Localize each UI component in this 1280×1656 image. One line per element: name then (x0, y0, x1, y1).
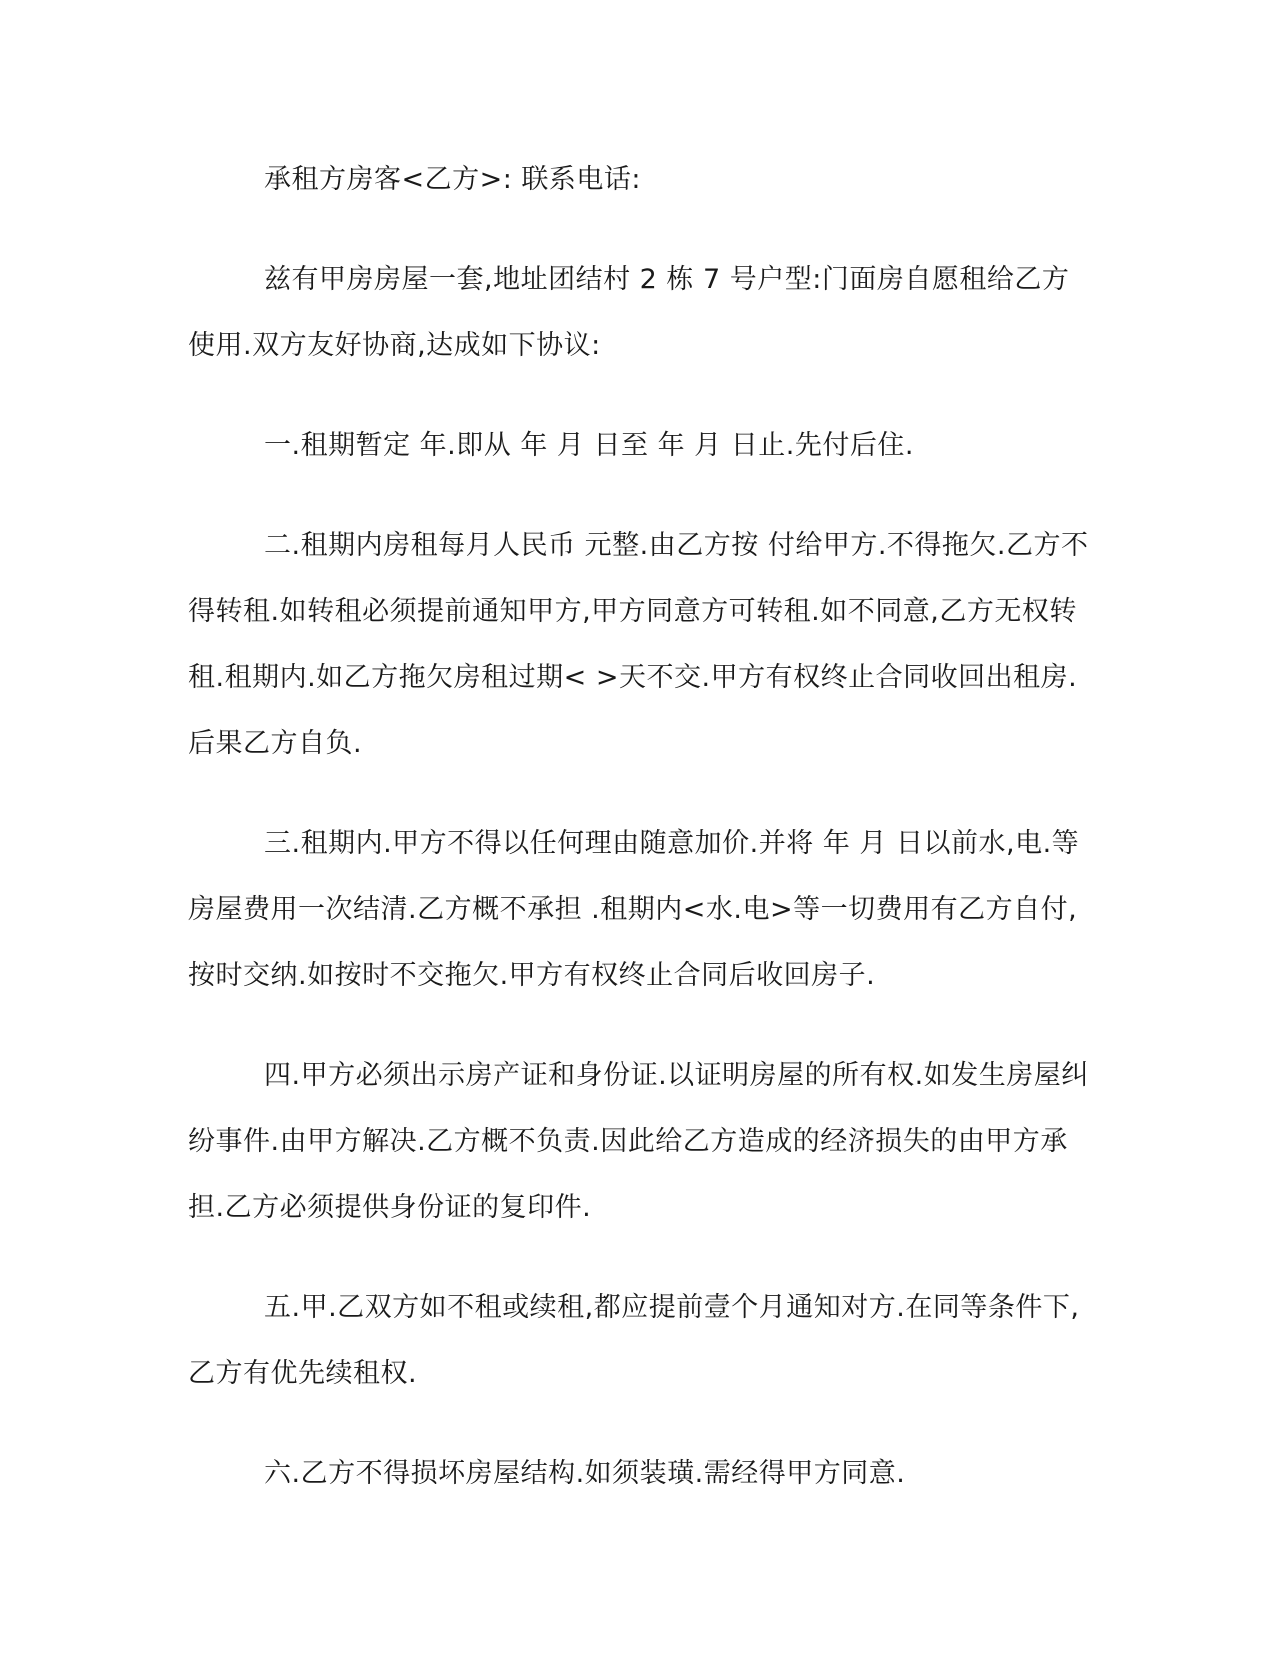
property-description: 兹有甲房房屋一套,地址团结村 2 栋 7 号户型:门面房自愿租给乙方使用.双方友好协商,达成如下协议: (188, 264, 1070, 361)
clause-1-lease-term: 一.租期暂定 年.即从 年 月 日至 年 月 日止.先付后住. (264, 430, 914, 461)
clause-5-renewal: 五.甲.乙双方如不租或续租,都应提前壹个月通知对方.在同等条件下,乙方有优先续租权. (188, 1292, 1080, 1389)
clause-3-fees: 三.租期内.甲方不得以任何理由随意加价.并将 年 月 日以前水,电.等房屋费用一次结清.乙方概不承担 .租期内<水.电>等一切费用有乙方自付,按时交纳.如按时不交拖欠.甲方有权终止合同后收回房子. (188, 828, 1080, 991)
clause-2-rent-payment: 二.租期内房租每月人民币 元整.由乙方按 付给甲方.不得拖欠.乙方不得转租.如转租必须提前通知甲方,甲方同意方可转租.如不同意,乙方无权转租.租期内.如乙方拖欠房租过期< >天不交.甲方有权终止合同收回出租房.后果乙方自负. (188, 530, 1089, 759)
document-body (188, 147, 1093, 1541)
clause-4-ownership: 四.甲方必须出示房产证和身份证.以证明房屋的所有权.如发生房屋纠纷事件.由甲方解决.乙方概不负责.因此给乙方造成的经济损失的由甲方承担.乙方必须提供身份证的复印件. (188, 1060, 1089, 1223)
clause-6-structure: 六.乙方不得损坏房屋结构.如须装璜.需经得甲方同意. (264, 1458, 906, 1489)
tenant-contact-line: 承租方房客<乙方>: 联系电话: (264, 164, 642, 195)
